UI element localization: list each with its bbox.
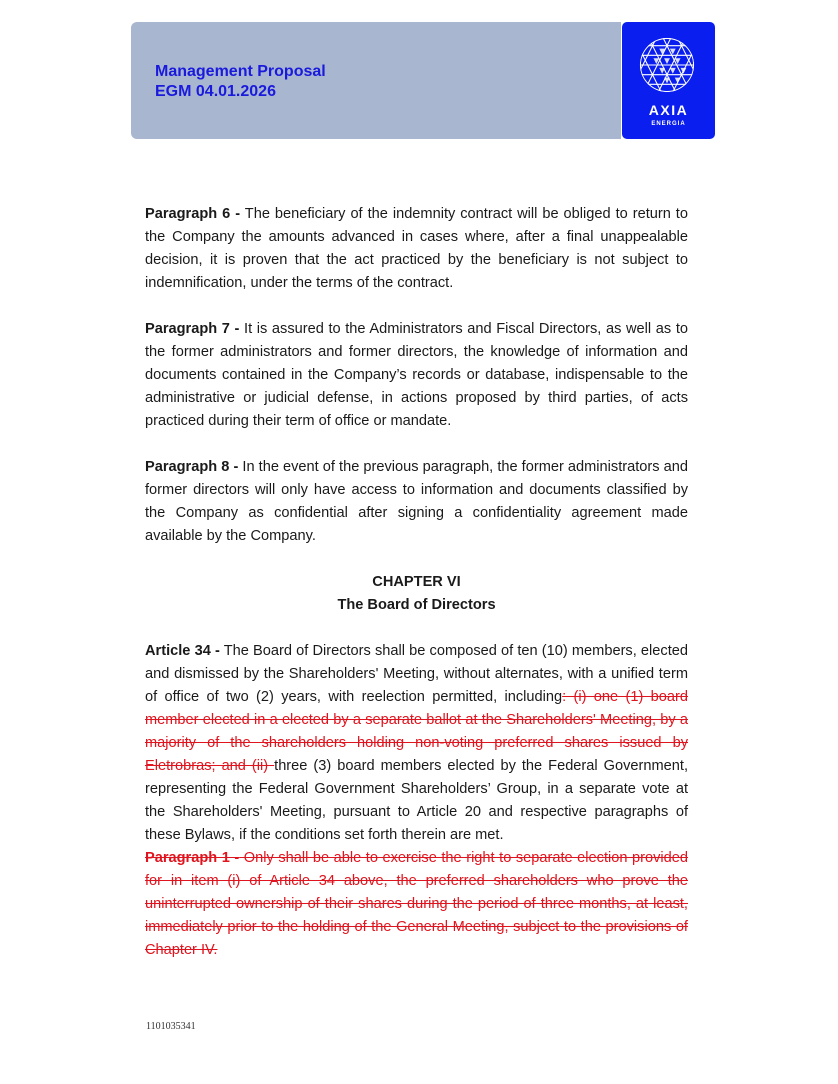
chapter-title: The Board of Directors [337,597,496,613]
logo-subtitle: ENERGIA [651,121,686,127]
paragraph-1-deleted [145,847,688,962]
article-34-deleted-text: : (i) one (1) board member elected in a elected by a separate ballot at the Shareholders' Meeting, by a majority of the shareholders holding non-voting preferred shares issued by Eletrobras; and (ii) [145,689,689,774]
article-34-label: Article 34 - [145,643,220,659]
chapter-heading [145,571,688,617]
paragraph-8 [145,456,688,548]
paragraph-7-label: Paragraph 7 - [145,321,240,337]
paragraph-6-label: Paragraph 6 - [145,206,241,222]
paragraph-7-text: It is assured to the Administrators and Fiscal Directors, as well as to the former administrators and former directors, the knowledge of information and documents contained in the Company’s records or database, indispensable to the administrative or judicial defense, in actions proposed by third parties, of acts practiced during their term of office or mandate. [145,321,688,429]
paragraph-8-text: In the event of the previous paragraph, the former administrators and former directors will only have access to information and documents classified by the Company as confidential after signing a confidentiality agreement made available by the Company. [145,459,688,544]
article-34-text-after: three (3) board members elected by the Federal Government, representing the Federal Government Shareholders’ Group, in a separate vote at the Shareholders' Meeting, pursuant to Article 20 and respective paragraphs of these Bylaws, if the conditions set forth therein are met. [145,758,688,843]
paragraph-7 [145,318,688,433]
paragraph-1-label: Paragraph 1 - [145,850,240,866]
chapter-number: CHAPTER VI [372,574,461,590]
article-34-text: The Board of Directors shall be composed of ten (10) members, elected and dismissed by the Shareholders' Meeting, without alternates, with a unified term of office of two (2) years, with reelection permitted, including [145,643,688,705]
company-logo [622,22,715,139]
title-line-2: EGM 04.01.2026 [155,83,276,100]
geodesic-globe-icon [638,36,696,94]
header-band [131,22,621,139]
paragraph-8-label: Paragraph 8 - [145,459,239,475]
paragraph-6 [145,203,688,295]
paragraph-1-text: Only shall be able to exercise the right to separate election provided for in item (i) of Article 34 above, the preferred shareholders who prove the uninterrupted ownership of their shares during the period of three months, at least, immediately prior to the holding of the General Meeting, subject to the provisions of Chapter IV. [145,850,688,958]
article-34 [145,640,688,847]
paragraph-6-text: The beneficiary of the indemnity contract will be obliged to return to the Company the amounts advanced in cases where, after a final unappealable decision, it is proven that the act practiced by the beneficiary is not subject to indemnification, under the terms of the contract. [145,206,688,291]
document-title [155,62,326,102]
document-number: 1101035341 [146,1021,196,1032]
logo-name: AXIA [648,102,689,118]
title-line-1: Management Proposal [155,63,326,80]
document-body [145,203,688,985]
